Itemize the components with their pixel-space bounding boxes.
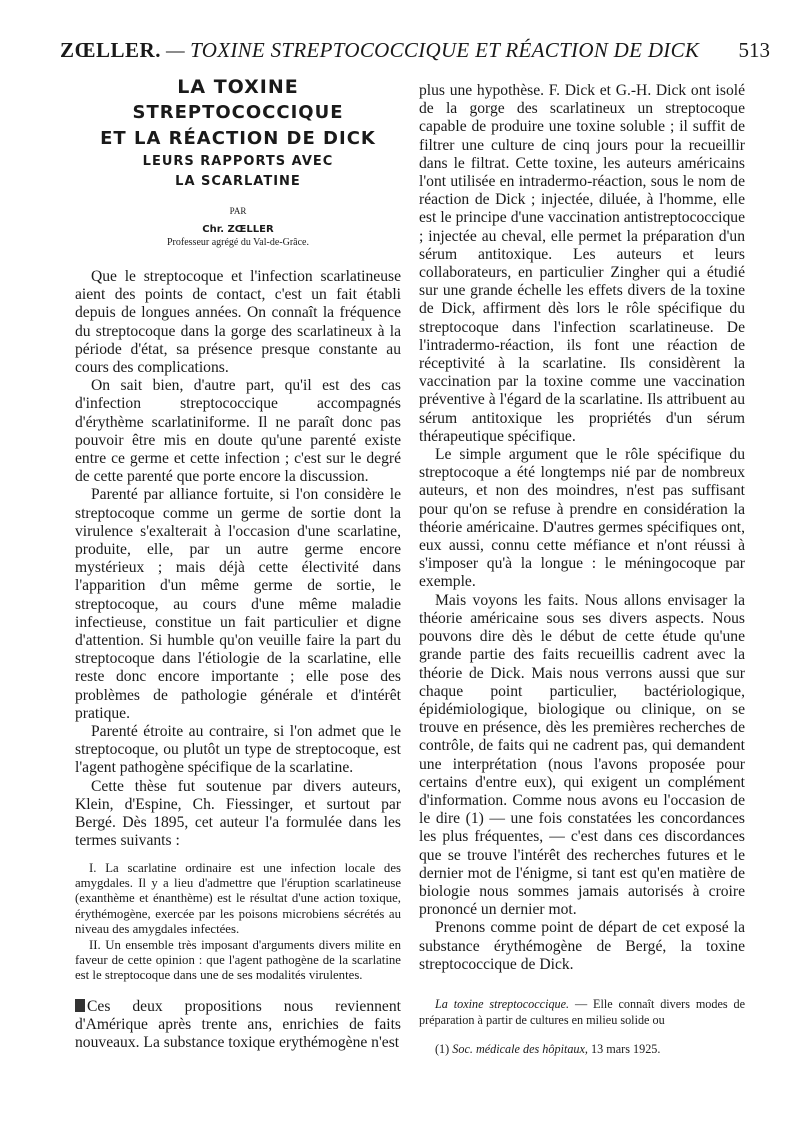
article-title xyxy=(75,74,401,192)
running-header xyxy=(60,38,770,68)
paragraph: Prenons comme point de départ de cet exposé la substance érythémogène de Bergé, la toxine streptococcique de Dick. xyxy=(419,919,745,973)
title-line: ET LA RÉACTION DE DICK xyxy=(100,128,376,149)
paragraph: Parenté étroite au contraire, si l'on admet que le streptocoque, ou plutôt un type de streptocoque, est l'agent pathogène spécifique de la scarlatine. xyxy=(75,723,401,777)
title-line: STREPTOCOCCIQUE xyxy=(132,102,344,123)
footnote-source: Soc. médicale des hôpitaux, xyxy=(452,1041,588,1056)
footnote-marker: (1) xyxy=(435,1041,450,1056)
right-column xyxy=(419,82,745,1057)
paragraph: Parenté par alliance fortuite, si l'on considère le streptocoque comme un germe de sortie dont la virulence s'exalterait à l'occasion d'une scarlatine, produite, elle, par un autre germe encore mystérieux ; mais déjà cette électivité dans l'apparition d'un même germe de sortie, le streptocoque, au cours d'une même maladie infectieuse, constitue un fait particulier et digne d'attention. Si humble qu'on veuille faire la part du streptocoque dans l'étiologie de la scarlatine, elle reste donc encore importante ; elle pose des problèmes de pathologie générale et d'intérêt pratique. xyxy=(75,486,401,722)
footnote-date: 13 mars 1925. xyxy=(591,1041,661,1056)
paragraph: Mais voyons les faits. Nous allons envisager la théorie américaine sous ses divers aspects. Nous pouvons dire dès le début de cette étude qu'une grande partie des faits recueillis cadrent avec la théorie de Dick. Mais nous verrons aussi que sur chaque point particulier, bactériologique, épidémiologique, biologique ou clinique, on se trouve en présence, dès les premières recherches de contrôle, de faits qui ne cadrent pas, qui demandent une interprétation (nous l'avons proposée pour certains d'entre eux), qui exigent un complément d'information. Comme nous avons eu l'occasion de le dire (1) — une fois constatées les concordances les plus fréquentes, — c'est dans ces discordances que se trouve l'intérêt des recherches futures et le dernier mot de l'énigme, si tant est qu'en matière de biologie nous sommes jamais autorisés à croire prononcé un dernier mot. xyxy=(419,591,745,919)
author-affiliation: Professeur agrégé du Val-de-Grâce. xyxy=(167,237,309,248)
paragraph: Cette thèse fut soutenue par divers auteurs, Klein, d'Espine, Ch. Fiessinger, et surtout par Bergé. Dès 1895, cet auteur l'a formulée dans les termes suivants : xyxy=(75,777,401,850)
subtitle-line: LA SCARLATINE xyxy=(175,174,301,189)
article-author: Chr. ZŒLLER xyxy=(202,224,274,235)
quoted-propositions xyxy=(75,861,401,984)
quote-item: I. La scarlatine ordinaire est une infection locale des amygdales. Il y a lieu d'admettre que l'éruption scarlatineuse (exanthème et énanthème) est le résultat d'une action toxique, érythémogène, exercée par les poisons microbiens sécrétés au niveau des amygdales infectées. xyxy=(75,860,401,937)
paragraph xyxy=(75,998,401,1053)
print-mark-icon xyxy=(75,999,85,1012)
footnote xyxy=(419,1042,745,1057)
section-paragraph xyxy=(419,996,745,1028)
paragraph: Que le streptocoque et l'infection scarlatineuse aient des points de contact, c'est un fait établi depuis de longues années. On connaît la fréquence du streptocoque dans la gorge des scarlatineux à la période d'état, sa présence presque constante au cours des complications. xyxy=(75,268,401,377)
paragraph: Le simple argument que le rôle spécifique du streptocoque a été longtemps nié par de nombreux auteurs, et non des moindres, n'est pas suffisant pour qu'on se refuse à prendre en considération la théorie américaine. D'autres germes spécifiques ont, eux aussi, connu cette méfiance et n'ont réussi à s'imposer qu'à la longue : le méningocoque par exemple. xyxy=(419,446,745,591)
quote-item: II. Un ensemble très imposant d'arguments divers milite en faveur de cette opinion : que l'agent pathogène de la scarlatine est le streptocoque dans une de ses modalités virulentes. xyxy=(75,937,401,983)
header-author: ZŒLLER. xyxy=(60,38,161,62)
page-number: 513 xyxy=(738,38,770,62)
subtitle-line: LEURS RAPPORTS AVEC xyxy=(142,154,334,169)
paragraph: plus une hypothèse. F. Dick et G.-H. Dick ont isolé de la gorge des scarlatineux un streptocoque capable de produire une toxine soluble ; il suffit de filtrer une culture de cinq jours pour la recueillir dans le filtrat. Cette toxine, les auteurs américains l'ont utilisée en intradermo-réaction, sous le nom de réaction de Dick ; injectée, diluée, à l'homme, elle est le principe d'une vaccination antistreptococcique ; injectée au cheval, elle permet la préparation d'un sérum antitoxique. Les auteurs et leurs collaborateurs, en particulier Zingher qui a étudié sur une grande échelle les effets divers de la toxine de Dick, affirment dès lors le rôle spécifique du streptocoque dans l'infection scarlatineuse. De l'intradermo-réaction, ils font une réaction de réceptivité à la scarlatine. Ils considèrent la vaccination par la toxine comme une vaccination préventive à l'égard de la scarlatine. Ils attribuent au sérum antitoxique les propriétés d'un sérum thérapeutique spécifique. xyxy=(419,82,745,445)
paragraph: On sait bien, d'autre part, qu'il est des cas d'infection streptococcique accompagnés d'érythème scarlatiniforme. Il ne paraît donc pas pouvoir être mis en doute qu'une parenté existe entre ce germe et cette infection ; c'est sur le degré de cette parenté que porte encore la discussion. xyxy=(75,377,401,486)
section-start xyxy=(419,996,745,1028)
paragraph-text: Ces deux propositions nous reviennent d'Amérique après trente ans, enrichies de faits nouveaux. La substance toxique erythémogène n'est xyxy=(75,997,401,1052)
left-column xyxy=(75,74,401,1052)
section-text: — Elle connaît divers modes de préparation à partir de cultures en milieu solide ou xyxy=(419,996,746,1027)
header-separator: — xyxy=(166,38,186,62)
title-line: LA TOXINE xyxy=(177,76,299,98)
section-heading: La toxine streptococcique. xyxy=(435,996,570,1011)
by-word: PAR xyxy=(229,206,247,216)
header-title: TOXINE STREPTOCOCCIQUE ET RÉACTION DE DICK xyxy=(190,38,700,62)
